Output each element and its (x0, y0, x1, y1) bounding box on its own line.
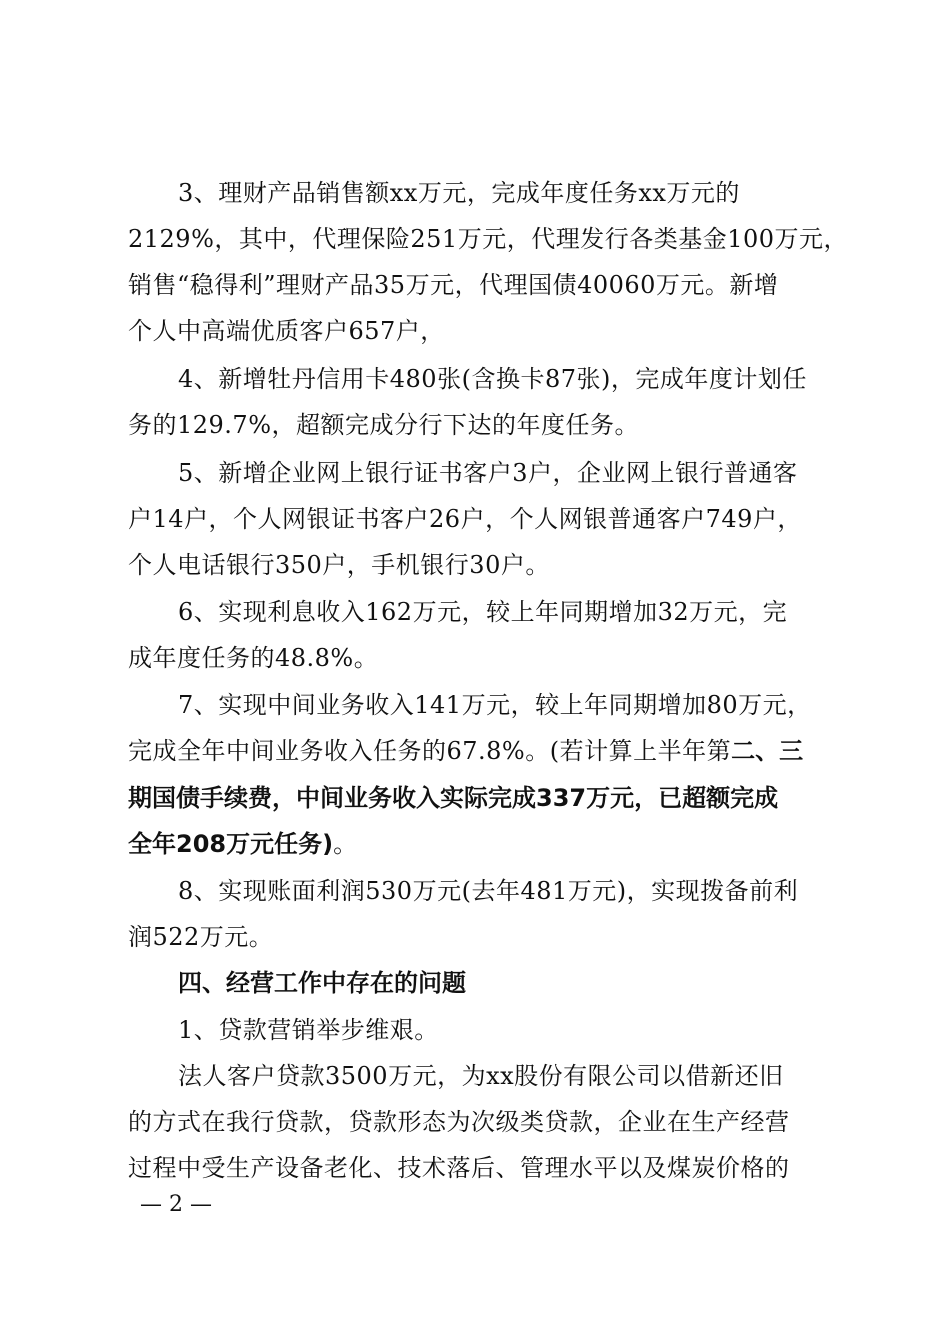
text-line: 8、实现账面利润530万元(去年481万元)，实现拨备前利 (178, 877, 799, 905)
paragraph-4-line-1 (0, 364, 950, 394)
text-line: 完成全年中间业务收入任务的67.8%。(若计算上半年第 (128, 737, 732, 765)
text-line: 1、贷款营销举步维艰。 (178, 1016, 439, 1044)
paragraph-3-line-2 (0, 224, 950, 254)
text-line: 的方式在我行贷款，贷款形态为次级类贷款，企业在生产经营 (128, 1108, 790, 1136)
paragraph-5-line-2 (0, 504, 950, 534)
section-heading-problems (0, 968, 950, 998)
paragraph-7-line-4 (0, 829, 950, 859)
text-line-bold: 二、三 (731, 737, 804, 765)
text-line: 4、新增牡丹信用卡480张(含换卡87张)，完成年度计划任 (178, 365, 807, 393)
text-line: 个人电话银行350户，手机银行30户。 (128, 551, 550, 579)
text-line: 7、实现中间业务收入141万元，较上年同期增加80万元， (178, 691, 812, 719)
text-line-bold: 全年208万元任务) (128, 830, 334, 858)
text-line: 个人中高端优质客户657户， (128, 317, 445, 345)
text-line: 3、理财产品销售额xx万元，完成年度任务xx万元的 (178, 179, 740, 207)
paragraph-5-line-3 (0, 550, 950, 580)
text-line: 销售“稳得利”理财产品35万元，代理国债40060万元。新增 (128, 271, 779, 299)
text-line: 成年度任务的48.8%。 (128, 644, 379, 672)
text-line: 5、新增企业网上银行证书客户3户，企业网上银行普通客 (178, 459, 798, 487)
page-number: — 2 — (140, 1192, 212, 1217)
text-line: 过程中受生产设备老化、技术落后、管理水平以及煤炭价格的 (128, 1154, 790, 1182)
paragraph-loan-line-1 (0, 1061, 950, 1091)
paragraph-3-line-3 (0, 270, 950, 300)
text-line-bold: 期国债手续费，中间业务收入实际完成337万元，已超额完成 (128, 784, 779, 812)
text-line: 法人客户贷款3500万元，为xx股份有限公司以借新还旧 (178, 1062, 784, 1090)
text-line: 务的129.7%，超额完成分行下达的年度任务。 (128, 411, 640, 439)
paragraph-3-line-1 (0, 178, 950, 208)
paragraph-loan-line-3 (0, 1153, 950, 1183)
paragraph-loan-line-2 (0, 1107, 950, 1137)
paragraph-7-line-2 (0, 736, 950, 766)
paragraph-8-line-1 (0, 876, 950, 906)
text-line: 户14户，个人网银证书客户26户，个人网银普通客户749户， (128, 505, 802, 533)
paragraph-3-line-4 (0, 316, 950, 346)
paragraph-5-line-1 (0, 458, 950, 488)
text-line: 。 (333, 830, 358, 858)
paragraph-6-line-1 (0, 597, 950, 627)
subheading-loan-marketing (0, 1015, 950, 1045)
text-line: 6、实现利息收入162万元，较上年同期增加32万元，完 (178, 598, 788, 626)
paragraph-7-line-3 (0, 783, 950, 813)
paragraph-4-line-2 (0, 410, 950, 440)
text-line: 2129%，其中，代理保险251万元，代理发行各类基金100万元， (128, 225, 848, 253)
paragraph-7-line-1 (0, 690, 950, 720)
paragraph-6-line-2 (0, 643, 950, 673)
heading-text: 四、经营工作中存在的问题 (178, 969, 466, 997)
text-line: 润522万元。 (128, 923, 274, 951)
paragraph-8-line-2 (0, 922, 950, 952)
